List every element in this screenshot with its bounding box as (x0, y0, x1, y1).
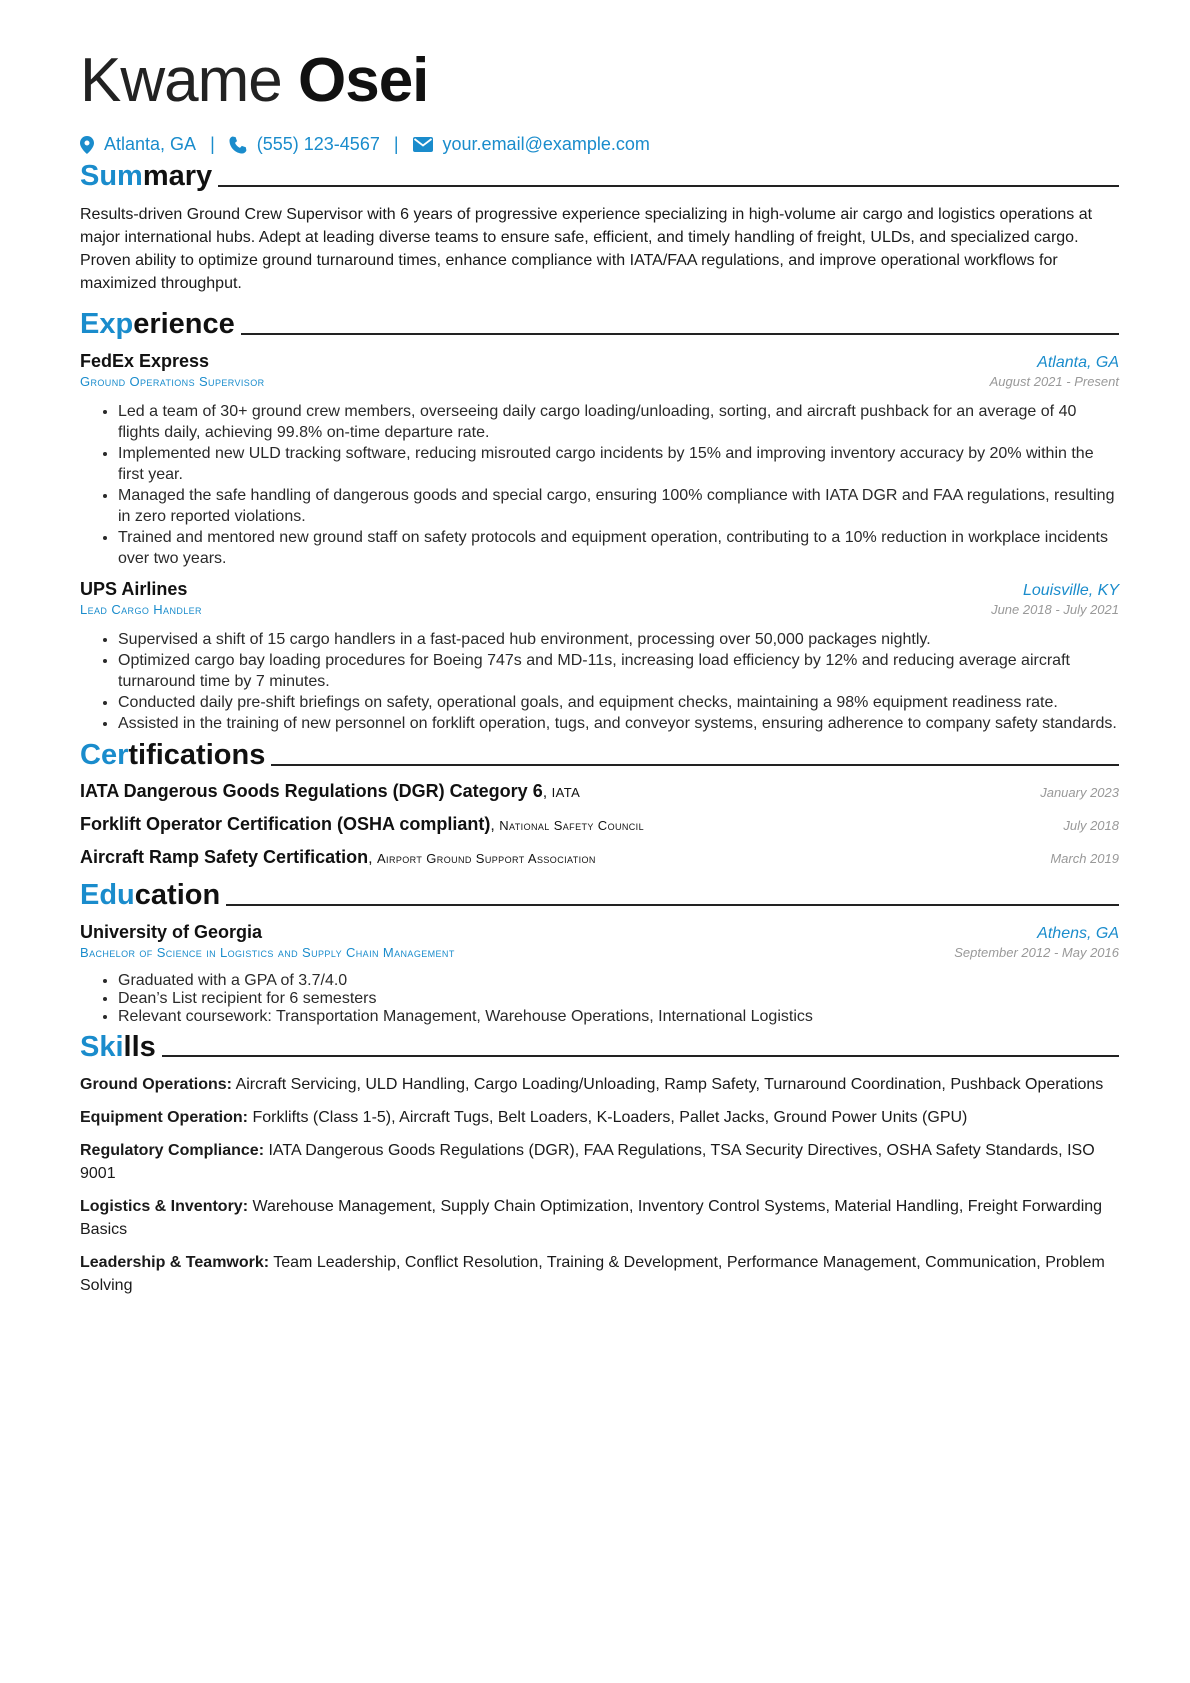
list-item: • Relevant coursework: Transportation Management, Warehouse Operations, International Logistics (118, 1008, 1119, 1026)
job-location: Atlanta, GA (1037, 353, 1119, 371)
certification-name: Aircraft Ramp Safety Certification (80, 846, 369, 867)
education-entry (80, 922, 1119, 1026)
envelope-icon (413, 137, 433, 152)
list-item: • Led a team of 30+ ground crew members, overseeing daily cargo loading/unloading, sorting, and aircraft pushback for an average of 40 flights daily, achieving 99.8% on-time departure rate. (118, 401, 1119, 443)
job-dates: August 2021 - Present (989, 373, 1119, 389)
last-name: Osei (297, 46, 429, 115)
list-item: • Managed the safe handling of dangerous goods and special cargo, ensuring 100% compliance with IATA DGR and FAA regulations, resulting in zero reported violations. (118, 485, 1119, 527)
list-item: • Implemented new ULD tracking software, reducing misrouted cargo incidents by 15% and improving inventory accuracy by 20% within the first year. (118, 443, 1119, 485)
job-bullets (80, 401, 1119, 569)
skill-label: Ground Operations: (80, 1076, 232, 1094)
skill-label: Leadership & Teamwork: (80, 1254, 270, 1272)
contact-separator: | (210, 134, 215, 154)
certification-issuer: Airport Ground Support Association (376, 850, 596, 866)
skill-group (80, 1195, 1119, 1241)
map-pin-icon (80, 136, 94, 154)
employer-name: FedEx Express (80, 350, 210, 371)
certification-name: IATA Dangerous Goods Regulations (DGR) Category 6 (80, 780, 543, 801)
list-item: • Conducted daily pre-shift briefings on safety, operational goals, and equipment checks, maintaining a 98% equipment readiness rate. (118, 692, 1119, 713)
section-education-heading (80, 880, 1119, 912)
skill-label: Equipment Operation: (80, 1109, 248, 1127)
experience-entry (80, 579, 1119, 734)
certification-date: January 2023 (1040, 784, 1119, 800)
first-name: Kwame (80, 46, 282, 115)
section-certifications-heading (80, 740, 1119, 772)
certification-issuer: IATA (551, 784, 581, 800)
skill-list: IATA Dangerous Goods Regulations (DGR), FAA Regulations, TSA Security Directives, OSHA Safety Standards, ISO 9001 (80, 1142, 1095, 1183)
list-item: • Graduated with a GPA of 3.7/4.0 (118, 972, 1119, 990)
summary-text: Results-driven Ground Crew Supervisor with 6 years of progressive experience specializing in high-volume air cargo and logistics operations at major international hubs. Adept at leading diverse teams to ensure safe, efficient, and timely handling of freight, ULDs, and specialized cargo. Proven ability to optimize ground turnaround times, enhance compliance with IATA/FAA regulations, and improve operational workflows for maximized throughput. (80, 205, 1093, 292)
section-title: Certifications (80, 738, 266, 771)
phone-icon (229, 136, 247, 154)
skill-list: Forklifts (Class 1-5), Aircraft Tugs, Belt Loaders, K-Loaders, Pallet Jacks, Ground Power Units (GPU) (252, 1109, 968, 1127)
degree-title: Bachelor of Science in Logistics and Supply Chain Management (80, 944, 455, 960)
skill-label: Logistics & Inventory: (80, 1198, 249, 1216)
school-location: Athens, GA (1037, 924, 1119, 942)
list-item: • Dean’s List recipient for 6 semesters (118, 990, 1119, 1008)
job-bullets (80, 629, 1119, 734)
school-name: University of Georgia (80, 921, 263, 942)
education-dates: September 2012 - May 2016 (954, 944, 1119, 960)
contact-line (80, 134, 1119, 155)
certification-issuer: National Safety Council (499, 817, 644, 833)
skill-group (80, 1073, 1119, 1096)
section-title: Summary (80, 160, 213, 192)
section-rule (241, 333, 1119, 335)
section-rule (271, 764, 1119, 766)
employer-name: UPS Airlines (80, 578, 188, 599)
candidate-name (80, 46, 1119, 115)
skill-list: Team Leadership, Conflict Resolution, Training & Development, Performance Management, Communication, Problem Solving (80, 1254, 1105, 1295)
certification-date: July 2018 (1063, 817, 1119, 833)
job-dates: June 2018 - July 2021 (991, 601, 1119, 617)
education-bullets (80, 972, 1119, 1026)
section-rule (226, 904, 1119, 906)
email-link[interactable]: your.email@example.com (442, 134, 650, 154)
certification-item: Forklift Operator Certification (OSHA compliant), National Safety Council July 2018 (80, 813, 1119, 834)
skill-list: Aircraft Servicing, ULD Handling, Cargo Loading/Unloading, Ramp Safety, Turnaround Coordination, Pushback Operations (235, 1076, 1104, 1094)
section-title: Experience (80, 307, 235, 340)
list-item: • Assisted in the training of new personnel on forklift operation, tugs, and conveyor systems, ensuring adherence to company safety standards. (118, 713, 1119, 734)
contact-email[interactable] (413, 134, 650, 155)
section-title: Education (80, 878, 221, 911)
job-title: Ground Operations Supervisor (80, 373, 265, 389)
section-experience-heading (80, 309, 1119, 341)
certification-date: March 2019 (1050, 850, 1119, 866)
skill-list: Warehouse Management, Supply Chain Optimization, Inventory Control Systems, Material Handling, Freight Forwarding Basics (80, 1198, 1103, 1239)
skill-label: Regulatory Compliance: (80, 1142, 265, 1160)
job-location: Louisville, KY (1022, 581, 1119, 599)
certification-name: Forklift Operator Certification (OSHA compliant) (80, 813, 491, 834)
section-summary-heading (80, 161, 1119, 193)
contact-location (80, 134, 196, 155)
phone-text[interactable]: (555) 123-4567 (256, 134, 380, 154)
section-skills-heading (80, 1032, 1119, 1064)
contact-separator: | (393, 134, 399, 154)
certification-item: IATA Dangerous Goods Regulations (DGR) Category 6, IATA January 2023 (80, 780, 1119, 801)
contact-phone[interactable] (229, 134, 380, 155)
list-item: • Supervised a shift of 15 cargo handlers in a fast-paced hub environment, processing over 50,000 packages nightly. (118, 629, 1119, 650)
section-rule (218, 185, 1119, 187)
certification-item: Aircraft Ramp Safety Certification, Airport Ground Support Association March 2019 (80, 846, 1119, 867)
list-item: • Trained and mentored new ground staff on safety protocols and equipment operation, contributing to a 10% reduction in workplace incidents over two years. (118, 527, 1119, 569)
job-title: Lead Cargo Handler (80, 601, 202, 617)
section-title: Skills (80, 1030, 156, 1063)
list-item: • Optimized cargo bay loading procedures for Boeing 747s and MD-11s, increasing load efficiency by 12% and reducing average aircraft turnaround time by 7 minutes. (118, 650, 1119, 692)
section-rule (162, 1055, 1119, 1057)
location-text: Atlanta, GA (104, 134, 197, 154)
experience-entry (80, 351, 1119, 569)
skill-group (80, 1139, 1119, 1185)
skill-group (80, 1251, 1119, 1297)
skill-group (80, 1106, 1119, 1129)
